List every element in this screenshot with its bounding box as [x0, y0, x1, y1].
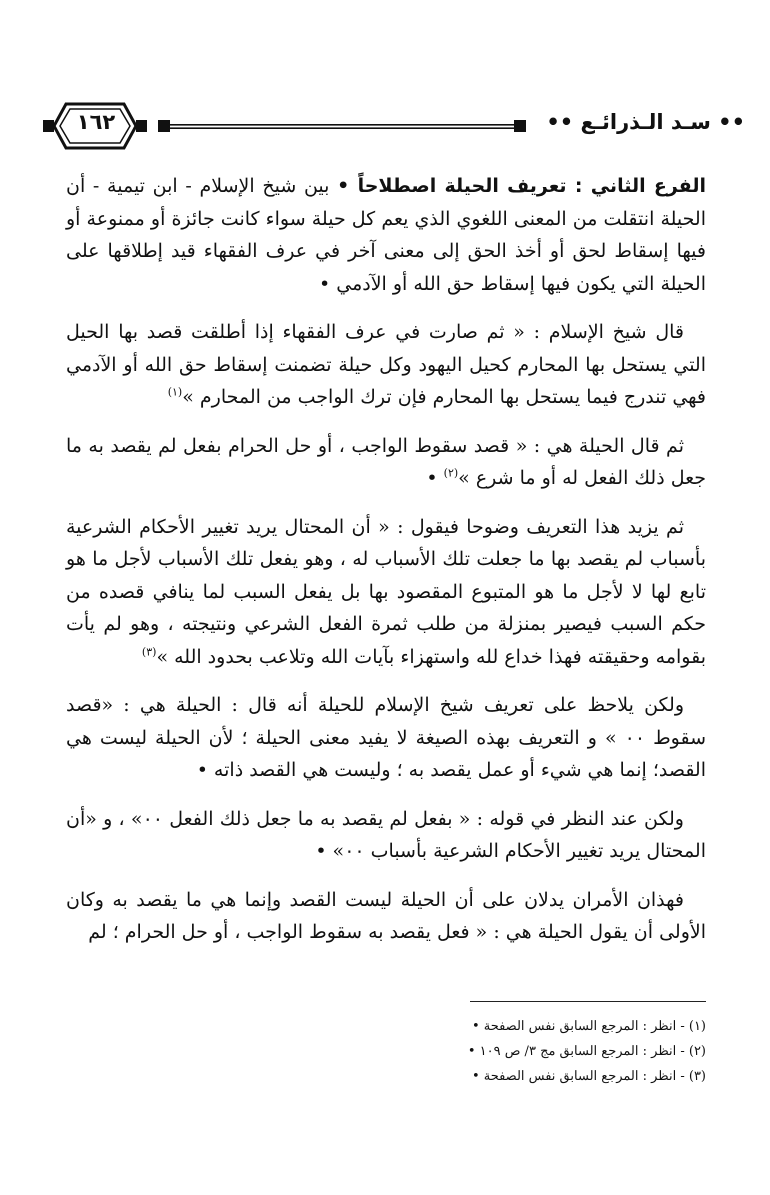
footnote-2: (٢) - انظر : المرجع السابق مج ٣/ ص ١٠٩ • — [467, 1044, 706, 1059]
paragraph-text: بين شيخ الإسلام - ابن تيمية - أن الحيلة انتقلت من المعنى اللغوي الذي يعم كل حيلة سواء كانت جائزة أو ممنوعة أو فيها إسقاط لحق أو أخذ الحق إلى معنى آخر في عرف الفقهاء قيد إطلاقها على الحيلة التي يكون فيها إسقاط حق الله أو الآدمي • — [66, 175, 706, 295]
body-text — [66, 170, 706, 965]
paragraph-critique — [66, 689, 706, 787]
footnote-1: (١) - انظر : المرجع السابق نفس الصفحة • — [471, 1019, 706, 1034]
page-number: ١٦٢ — [76, 110, 116, 134]
section-heading: الفرع الثاني : تعريف الحيلة اصطلاحاً • — [337, 175, 706, 197]
paragraph-text: فهذان الأمران يدلان على أن الحيلة ليست القصد وإنما هي ما يقصد به وكان الأولى أن يقول الحيلة هي : « فعل يقصد به سقوط الواجب ، أو حل الحرام ؛ لم — [66, 888, 706, 943]
paragraph-quote-3 — [66, 511, 706, 674]
paragraph-text: ولكن عند النظر في قوله : « بفعل لم يقصد به ما جعل ذلك الفعل ٠٠» ، و «أن المحتال يريد تغيير الأحكام الشرعية بأسباب ٠٠» • — [66, 807, 706, 862]
paragraph-analysis — [66, 803, 706, 868]
paragraph-quote-1 — [66, 316, 706, 414]
footnote-3: (٣) - انظر : المرجع السابق نفس الصفحة • — [471, 1069, 706, 1084]
paragraph-text: قال شيخ الإسلام : « ثم صارت في عرف الفقهاء إذا أطلقت قصد بها الحيل التي يستحل بها المحارم كحيل اليهود وكل حيلة تضمنت إسقاط حق الله أو الآدمي فهي تندرج فيما يستحل بها المحارم فإن ترك الواجب من المحارم » — [66, 321, 706, 408]
paragraph-text: ثم يزيد هذا التعريف وضوحا فيقول : « أن المحتال يريد تغيير الأحكام الشرعية بأسباب لم يقصد بها ما جعلت تلك الأسباب له ، وهو يفعل تلك الأسباب لأجل ما هو تابع لها لا لأجل ما هو المتبوع المقصود بها بل يفعل السبب لما ينافي قصده من حكم السبب فيصير بمنزلة من طلب ثمرة الفعل الشرعي ونتيجته ، وهو لم يأت بقوامه وحقيقته فهذا خداع لله واستهزاء بآيات الله وتلاعب بحدود الله » — [66, 515, 706, 668]
paragraph-text: ولكن يلاحظ على تعريف شيخ الإسلام للحيلة أنه قال : الحيلة هي : «قصد سقوط ٠٠ » و التعريف بهذه الصيغة لا يفيد معنى الحيلة ؛ لأن الحيلة ليست هي القصد؛ إنما هي شيء أو عمل يقصد به ؛ وليست هي القصد ذاته • — [66, 694, 706, 781]
paragraph-conclusion — [66, 884, 706, 949]
footnotes — [300, 1014, 706, 1089]
running-title: •• سـد الـذرائـع •• — [546, 110, 745, 134]
footnote-ref-3: (٣) — [141, 645, 157, 659]
paragraph-definition — [66, 170, 706, 300]
footnote-ref-1: (١) — [167, 385, 183, 399]
paragraph-text: ثم قال الحيلة هي : « قصد سقوط الواجب ، أو حل الحرام بفعل لم يقصد به ما جعل ذلك الفعل له أو ما شرع » — [66, 434, 706, 489]
footnote-divider — [470, 1001, 706, 1002]
paragraph-tail: • — [426, 467, 444, 489]
header-rule — [158, 119, 526, 133]
page-header — [40, 96, 745, 156]
paragraph-quote-2 — [66, 430, 706, 495]
footnote-ref-2: (٢) — [443, 466, 459, 480]
